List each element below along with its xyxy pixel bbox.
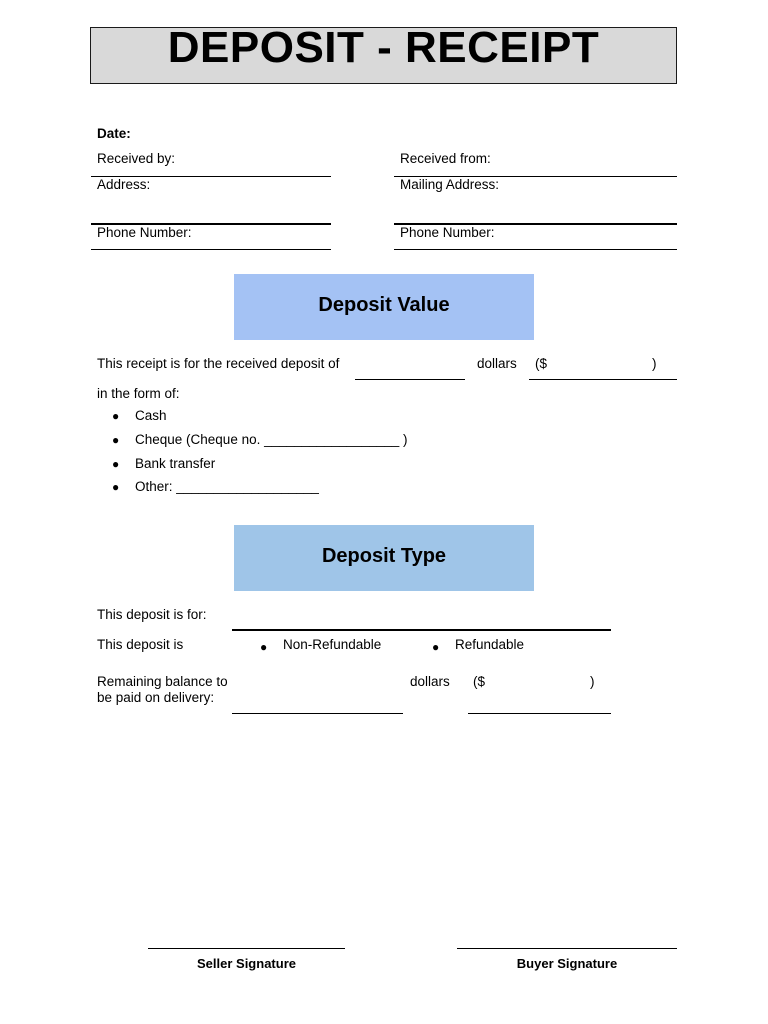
received-from-label: Received from: — [400, 151, 491, 166]
page-title: DEPOSIT - RECEIPT — [167, 23, 600, 72]
date-label: Date: — [97, 126, 131, 141]
phone-right-label: Phone Number: — [400, 225, 495, 240]
address-label: Address: — [97, 177, 151, 192]
nonrefundable-option[interactable]: Non-Refundable — [283, 637, 382, 652]
deposit-for-line[interactable] — [232, 629, 611, 631]
remaining-words-line[interactable] — [232, 713, 403, 714]
deposit-type-heading: Deposit Type — [234, 525, 534, 591]
receipt-text: This receipt is for the received deposit of — [97, 356, 340, 371]
method-other: Other: ___________________ — [135, 479, 319, 494]
buyer-signature-label: Buyer Signature — [516, 956, 618, 971]
form-of-label: in the form of: — [97, 386, 180, 401]
deposit-paren-close: ) — [652, 356, 657, 371]
deposit-amount-words-line[interactable] — [355, 379, 465, 380]
seller-signature-line[interactable] — [148, 948, 345, 949]
phone-left-line[interactable] — [91, 249, 331, 250]
remaining-paren-open: ($ — [473, 674, 486, 689]
nonrefundable-bullet[interactable]: ● — [260, 640, 268, 654]
seller-signature-label: Seller Signature — [197, 956, 296, 971]
method-cash: Cash — [135, 408, 167, 423]
bullet-cash: ● — [112, 409, 120, 423]
bullet-other: ● — [112, 480, 120, 494]
deposit-value-heading: Deposit Value — [234, 274, 534, 340]
title-banner — [90, 23, 677, 84]
buyer-signature-line[interactable] — [457, 948, 677, 949]
remaining-paren-close: ) — [590, 674, 595, 689]
mailing-address-label: Mailing Address: — [400, 177, 500, 192]
deposit-dollars-word: dollars — [477, 356, 517, 371]
deposit-amount-number-line[interactable] — [529, 379, 677, 380]
remaining-label-line2: be paid on delivery: — [97, 690, 215, 705]
deposit-is-label: This deposit is — [97, 637, 184, 652]
method-bank-transfer: Bank transfer — [135, 456, 216, 471]
phone-right-line[interactable] — [394, 249, 677, 250]
phone-left-label: Phone Number: — [97, 225, 192, 240]
refundable-bullet[interactable]: ● — [432, 640, 440, 654]
refundable-option[interactable]: Refundable — [455, 637, 525, 652]
bullet-bank-transfer: ● — [112, 457, 120, 471]
received-by-label: Received by: — [97, 151, 176, 166]
bullet-cheque: ● — [112, 433, 120, 447]
remaining-number-line[interactable] — [468, 713, 611, 714]
method-cheque: Cheque (Cheque no. __________________ ) — [135, 432, 408, 447]
deposit-for-label: This deposit is for: — [97, 607, 207, 622]
remaining-label-line1: Remaining balance to — [97, 674, 228, 689]
remaining-dollars-word: dollars — [410, 674, 450, 689]
deposit-paren-open: ($ — [535, 356, 548, 371]
